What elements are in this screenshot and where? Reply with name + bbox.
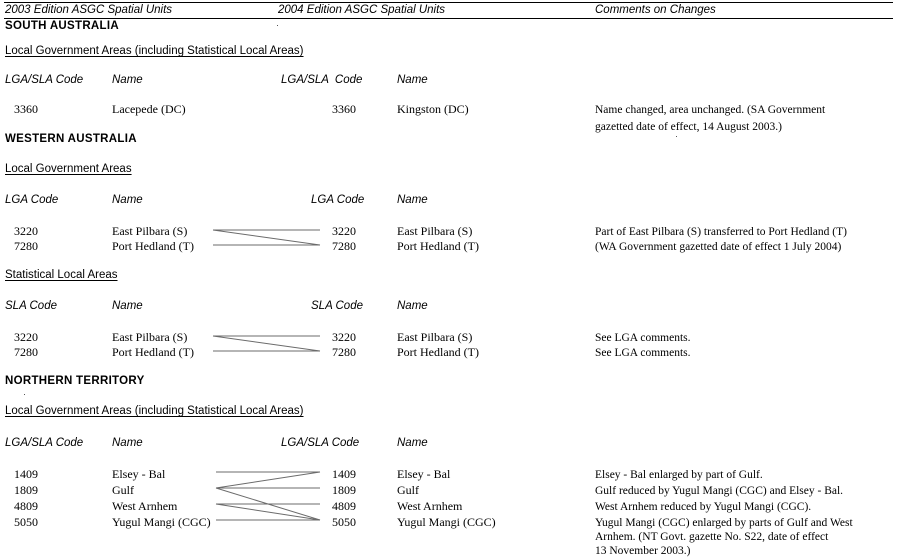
section-heading-south-australia: SOUTH AUSTRALIA [5,20,119,32]
table-row: Gulf [397,483,419,497]
col-header-nt-right-code: LGA/SLA Code [281,437,360,449]
comment-text: See LGA comments. [595,332,691,344]
table-row: 3360 [14,102,38,116]
connector-lines-wa-lga [213,218,333,258]
table-row: East Pilbara (S) [397,224,473,238]
scan-artifact-dot [277,25,278,26]
table-row: 7280 [14,239,38,253]
header-top-rule [4,2,893,3]
column-header-comments: Comments on Changes [595,4,716,16]
table-row: 3220 [332,224,356,238]
table-row: Port Hedland (T) [397,239,479,253]
comment-text: Part of East Pilbara (S) transferred to Port Hedland (T) [595,226,847,238]
connector-lines-wa-sla [213,324,333,364]
comment-text: gazetted date of effect, 14 August 2003.) [595,121,782,133]
subsection-heading-sa-lga-sla: Local Government Areas (including Statistical Local Areas) [5,45,304,57]
table-row: 3220 [14,330,38,344]
table-row: Port Hedland (T) [112,345,194,359]
table-row: Elsey - Bal [397,467,451,481]
column-header-2003: 2003 Edition ASGC Spatial Units [5,4,173,16]
scan-artifact-dot [676,136,677,137]
comment-text: See LGA comments. [595,347,691,359]
table-row: 3220 [332,330,356,344]
subsection-heading-wa-lga: Local Government Areas [5,163,132,175]
table-row: West Arnhem [397,499,463,513]
col-header-sa-left-name: Name [112,74,143,86]
comment-text: Arnhem. (NT Govt. gazette No. S22, date of effect [595,531,829,543]
section-heading-western-australia: WESTERN AUSTRALIA [5,133,137,145]
table-row: East Pilbara (S) [112,330,188,344]
table-row: 7280 [332,345,356,359]
table-row: 1809 [332,483,356,497]
subsection-heading-wa-sla: Statistical Local Areas [5,269,118,281]
table-row: 1409 [332,467,356,481]
comment-text: Yugul Mangi (CGC) enlarged by parts of Gulf and West [595,517,853,529]
table-row: 3220 [14,224,38,238]
table-row: Kingston (DC) [397,102,469,116]
column-header-2004: 2004 Edition ASGC Spatial Units [278,4,446,16]
section-heading-northern-territory: NORTHERN TERRITORY [5,375,145,387]
col-header-sa-right-code: LGA/SLA Code [281,74,363,86]
table-row: Port Hedland (T) [112,239,194,253]
table-row: Port Hedland (T) [397,345,479,359]
col-header-sa-left-code: LGA/SLA Code [5,74,84,86]
connector-lines-nt [208,462,338,532]
table-row: 7280 [332,239,356,253]
col-header-nt-left-code: LGA/SLA Code [5,437,84,449]
table-row: Yugul Mangi (CGC) [112,515,211,529]
col-header-wa-right-name: Name [397,194,428,206]
table-row: 4809 [14,499,38,513]
col-header-wa-left-name: Name [112,194,143,206]
col-header-sa-right-name: Name [397,74,428,86]
col-header-sla-right-code: SLA Code [311,300,363,312]
table-row: 4809 [332,499,356,513]
table-row: 1809 [14,483,38,497]
subsection-heading-nt-lga-sla: Local Government Areas (including Statistical Local Areas) [5,405,304,417]
table-row: 5050 [332,515,356,529]
col-header-nt-right-name: Name [397,437,428,449]
table-row: East Pilbara (S) [397,330,473,344]
col-header-nt-left-name: Name [112,437,143,449]
scan-artifact-dot [24,394,25,395]
comment-text: Name changed, area unchanged. (SA Government [595,104,826,116]
header-bottom-rule [4,18,893,19]
col-header-sla-left-name: Name [112,300,143,312]
comment-text: 13 November 2003.) [595,545,691,557]
table-row: East Pilbara (S) [112,224,188,238]
table-row: 1409 [14,467,38,481]
table-row: 7280 [14,345,38,359]
col-header-sla-right-name: Name [397,300,428,312]
table-row: Gulf [112,483,134,497]
table-row: 5050 [14,515,38,529]
comment-text: Elsey - Bal enlarged by part of Gulf. [595,469,763,481]
col-header-wa-right-code: LGA Code [311,194,365,206]
col-header-wa-left-code: LGA Code [5,194,59,206]
table-row: 3360 [332,102,356,116]
table-row: Elsey - Bal [112,467,166,481]
table-row: West Arnhem [112,499,178,513]
col-header-sla-left-code: SLA Code [5,300,57,312]
comment-text: West Arnhem reduced by Yugul Mangi (CGC). [595,501,812,513]
table-row: Lacepede (DC) [112,102,186,116]
table-row: Yugul Mangi (CGC) [397,515,496,529]
comment-text: (WA Government gazetted date of effect 1 July 2004) [595,241,842,253]
comment-text: Gulf reduced by Yugul Mangi (CGC) and Elsey - Bal. [595,485,844,497]
